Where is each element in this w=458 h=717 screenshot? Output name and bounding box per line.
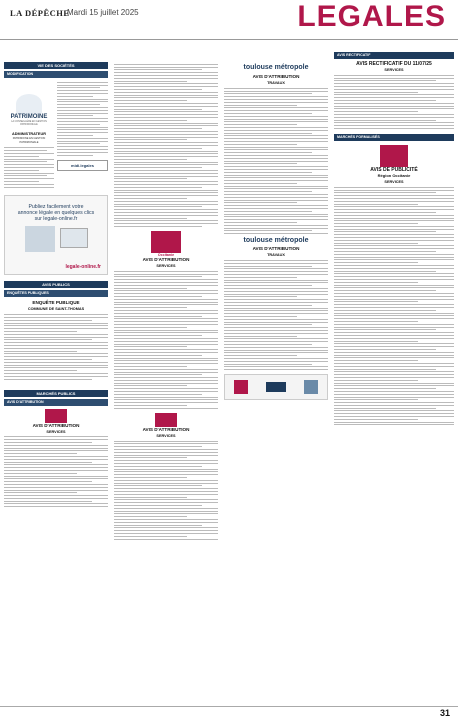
tm-avis-title: AVIS D'ATTRIBUTION — [252, 74, 300, 79]
mid-avis-title-2: AVIS D'ATTRIBUTION — [142, 426, 190, 432]
mid-text-top — [114, 64, 218, 227]
ad-line-3: sur legale-online.fr — [34, 216, 78, 223]
occitanie-logo-icon — [45, 409, 67, 423]
mid-avis-type: SERVICES — [156, 264, 176, 269]
toulouse-metropole-logo-2: toulouse métropole — [243, 237, 309, 245]
tm-avis-type: TRAVAUX — [267, 81, 285, 85]
ad-line-2: annonce légale en quelques clics — [17, 210, 95, 217]
ad-line-1: Publiez facilement votre — [28, 204, 84, 211]
admin-text — [4, 147, 54, 187]
patrimoine-subtitle: LA CONSEILLÈRE EN GESTION PATRIMONIALE — [11, 120, 47, 126]
avis-rectif-bar: AVIS RECTIFICATIF — [334, 52, 454, 59]
section-title: LEGALES — [297, 0, 446, 33]
occitanie-logo-icon-2 — [151, 231, 181, 253]
enquete-text — [4, 314, 108, 379]
left-avis-type: SERVICES — [46, 429, 66, 434]
enquetes-bar: ENQUÊTES PUBLIQUES — [4, 290, 108, 297]
left-column — [4, 62, 108, 509]
patrimoine-emblem-icon — [16, 94, 42, 114]
modification-text — [57, 82, 108, 156]
middle-column — [114, 62, 218, 541]
mid-avis-text-2 — [114, 441, 218, 540]
partner-logo-icon-3 — [304, 380, 318, 394]
marches-publics-bar: MARCHÉS PUBLICS — [4, 390, 108, 397]
middle-right-column — [224, 62, 328, 400]
vie-societes-bar: VIE DES SOCIÉTÉS — [4, 62, 108, 69]
tm-avis-type-2: TRAVAUX — [267, 253, 285, 258]
admin-title: ADMINISTRATEUR — [12, 132, 46, 136]
pub-text — [334, 187, 454, 426]
avis-publics-bar: AVIS PUBLICS — [4, 281, 108, 288]
right-column — [334, 50, 454, 427]
ad-laptop-icon — [60, 228, 88, 248]
tm-avis-text-2 — [224, 260, 328, 370]
rectif-type: SERVICES — [384, 68, 404, 72]
mid-avis-type-2: SERVICES — [156, 433, 176, 438]
mid-avis-text — [114, 271, 218, 409]
ad-photo — [25, 226, 55, 252]
partner-logo-icon — [234, 380, 248, 394]
page-number: 31 — [439, 708, 450, 717]
mid-avis-title: AVIS D'ATTRIBUTION — [142, 257, 190, 263]
tm-avis-text — [224, 88, 328, 234]
pub-type: SERVICES — [384, 179, 404, 184]
pub-title: AVIS DE PUBLICITÉ — [370, 166, 418, 173]
region-occitanie-logo-icon — [380, 145, 408, 167]
patrimoine-logo: PATRIMOINE — [10, 114, 48, 120]
enquete-title: ENQUÊTE PUBLIQUE — [32, 300, 80, 306]
newspaper-brand: LA DÉPÊCHE — [10, 8, 70, 18]
avis-attrib-bar: AVIS D'ATTRIBUTION — [4, 399, 108, 406]
partner-logo-icon-2 — [266, 382, 286, 392]
modification-bar: MODIFICATION — [4, 71, 108, 78]
tm-avis-title-2: AVIS D'ATTRIBUTION — [252, 246, 300, 252]
page-header — [0, 0, 458, 40]
ad-url[interactable]: legale-online.fr — [65, 264, 101, 271]
occitanie-logo-icon-3 — [155, 413, 177, 427]
enquete-subtitle: COMMUNE DE SAINT-THOMAS — [27, 307, 85, 312]
issue-date: Mardi 15 juillet 2025 — [67, 8, 139, 17]
toulouse-metropole-logo: toulouse métropole — [243, 64, 309, 71]
rectif-title: AVIS RECTIFICATIF DU 11/07/25 — [356, 61, 432, 67]
left-avis-text — [4, 436, 108, 507]
occitanie-logo-text: Occitanie — [157, 253, 175, 258]
rectif-text — [334, 75, 454, 129]
page-footer — [0, 706, 458, 717]
pub-subtitle: Région Occitanie — [377, 172, 411, 178]
marches-formalises-bar: MARCHÉS FORMALISÉS — [334, 134, 454, 141]
admin-line: PATRIMOINE EN GESTION PATRIMONIALE — [12, 136, 46, 145]
tm-footer-logos — [224, 374, 328, 400]
legale-online-ad[interactable] — [4, 195, 108, 275]
left-avis-title: AVIS D'ATTRIBUTION — [32, 422, 80, 428]
midi-legales-box: midi.legales — [57, 160, 108, 171]
